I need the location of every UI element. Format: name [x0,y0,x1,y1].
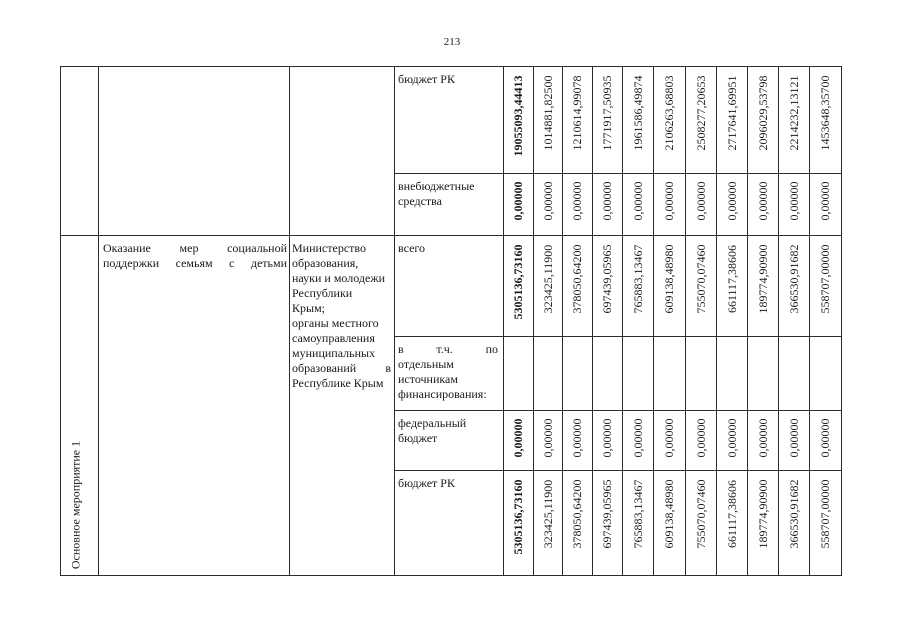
table-vline [653,66,654,575]
table-vline [622,66,623,575]
value-cell: 0,00000 [570,418,584,458]
value-cell: 5305136,73160 [511,244,525,320]
value-cell: 0,00000 [755,418,770,458]
table-vline [289,66,290,575]
value-cell: 1771917,50935 [600,75,614,151]
value-cell: 0,00000 [755,181,770,221]
executor-line: Республики [292,286,353,300]
table-vline [809,66,810,575]
table-hline [394,470,841,471]
value-cell: 697439,05965 [600,244,614,314]
executor-line: самоуправления [292,331,375,345]
executor-line: Министерство [292,241,366,255]
table-hline [394,410,841,411]
table-hline [394,336,841,337]
value-cell: 0,00000 [662,418,676,458]
table-vline [592,66,593,575]
value-cell: 19055093,44413 [511,75,525,157]
value-cell: 5305136,73160 [511,479,525,555]
value-cell: 755070,07460 [693,244,708,314]
executor-line: образования, [292,256,359,270]
source-label: всего [398,241,426,255]
value-cell: 0,00000 [662,181,676,221]
source-label: бюджет [398,431,438,445]
value-cell: 1014881,82500 [540,75,555,151]
table-hline [60,235,841,236]
value-cell: 0,00000 [724,181,739,221]
value-cell: 0,00000 [693,181,708,221]
table-vline [60,66,61,575]
value-cell: 755070,07460 [693,479,708,549]
table-vline [747,66,748,575]
value-cell: 2508277,20653 [693,75,708,151]
table-hline [394,173,841,174]
value-cell: 0,00000 [630,181,645,221]
value-cell: 0,00000 [511,181,525,221]
table-vline [394,66,395,575]
value-cell: 378050,64200 [570,244,584,314]
value-cell: 609138,48980 [662,479,676,549]
value-cell: 0,00000 [540,418,555,458]
value-cell: 0,00000 [630,418,645,458]
source-label: бюджет РК [398,476,455,490]
value-cell: 765883,13467 [630,479,645,549]
value-cell: 661117,38606 [724,244,739,313]
value-cell: 558707,00000 [818,244,832,314]
table-vline [562,66,563,575]
value-cell: 661117,38606 [724,479,739,548]
table-vline [685,66,686,575]
value-cell: 0,00000 [600,181,614,221]
value-cell: 0,00000 [693,418,708,458]
table-vline [98,66,99,575]
executor-line: органы местного [292,316,379,330]
table-vline [503,66,504,575]
value-cell: 366530,91682 [786,479,801,549]
table-vline [716,66,717,575]
table-hline [60,66,841,67]
source-label: финансирования: [398,387,487,401]
value-cell: 0,00000 [786,418,801,458]
source-label: бюджет РК [398,72,455,86]
value-cell: 2096029,53798 [755,75,770,151]
value-cell: 1961586,49874 [630,75,645,151]
source-label: в т.ч. по [398,342,498,356]
executor-line: Республике Крым [292,376,384,390]
value-cell: 0,00000 [511,418,525,458]
value-cell: 0,00000 [600,418,614,458]
value-cell: 2717641,69951 [724,75,739,151]
source-label: источникам [398,372,458,386]
source-label: федеральный [398,416,467,430]
main-event-label: Основное мероприятие 1 [68,440,83,570]
executor-line: науки и молодежи [292,271,386,285]
value-cell: 0,00000 [570,181,584,221]
value-cell: 697439,05965 [600,479,614,549]
value-cell: 323425,11900 [540,244,555,314]
value-cell: 366530,91682 [786,244,801,314]
value-cell: 0,00000 [724,418,739,458]
value-cell: 1453648,35700 [818,75,832,151]
value-cell: 2214232,13121 [786,75,801,151]
table-vline [533,66,534,575]
table-vline [841,66,842,575]
value-cell: 189774,90900 [755,244,770,314]
table-vline [778,66,779,575]
value-cell: 378050,64200 [570,479,584,549]
source-label: отдельным [398,357,454,371]
table-hline [60,575,842,576]
source-label: средства [398,194,443,208]
value-cell: 0,00000 [540,181,555,221]
value-cell: 558707,00000 [818,479,832,549]
value-cell: 1210614,99078 [570,75,584,151]
executor-line: Крым; [292,301,325,315]
value-cell: 609138,48980 [662,244,676,314]
value-cell: 0,00000 [818,181,832,221]
value-cell: 765883,13467 [630,244,645,314]
value-cell: 0,00000 [786,181,801,221]
value-cell: 189774,90900 [755,479,770,549]
value-cell: 2106263,68803 [662,75,676,151]
measure-label: Оказание мер социальной поддержки семьям с детьми [103,241,287,270]
executor-line: муниципальных [292,346,376,360]
value-cell: 323425,11900 [540,479,555,549]
executor-line: образований в [292,361,391,375]
page-number: 213 [443,36,461,48]
value-cell: 0,00000 [818,418,832,458]
source-label: внебюджетные [398,179,475,193]
